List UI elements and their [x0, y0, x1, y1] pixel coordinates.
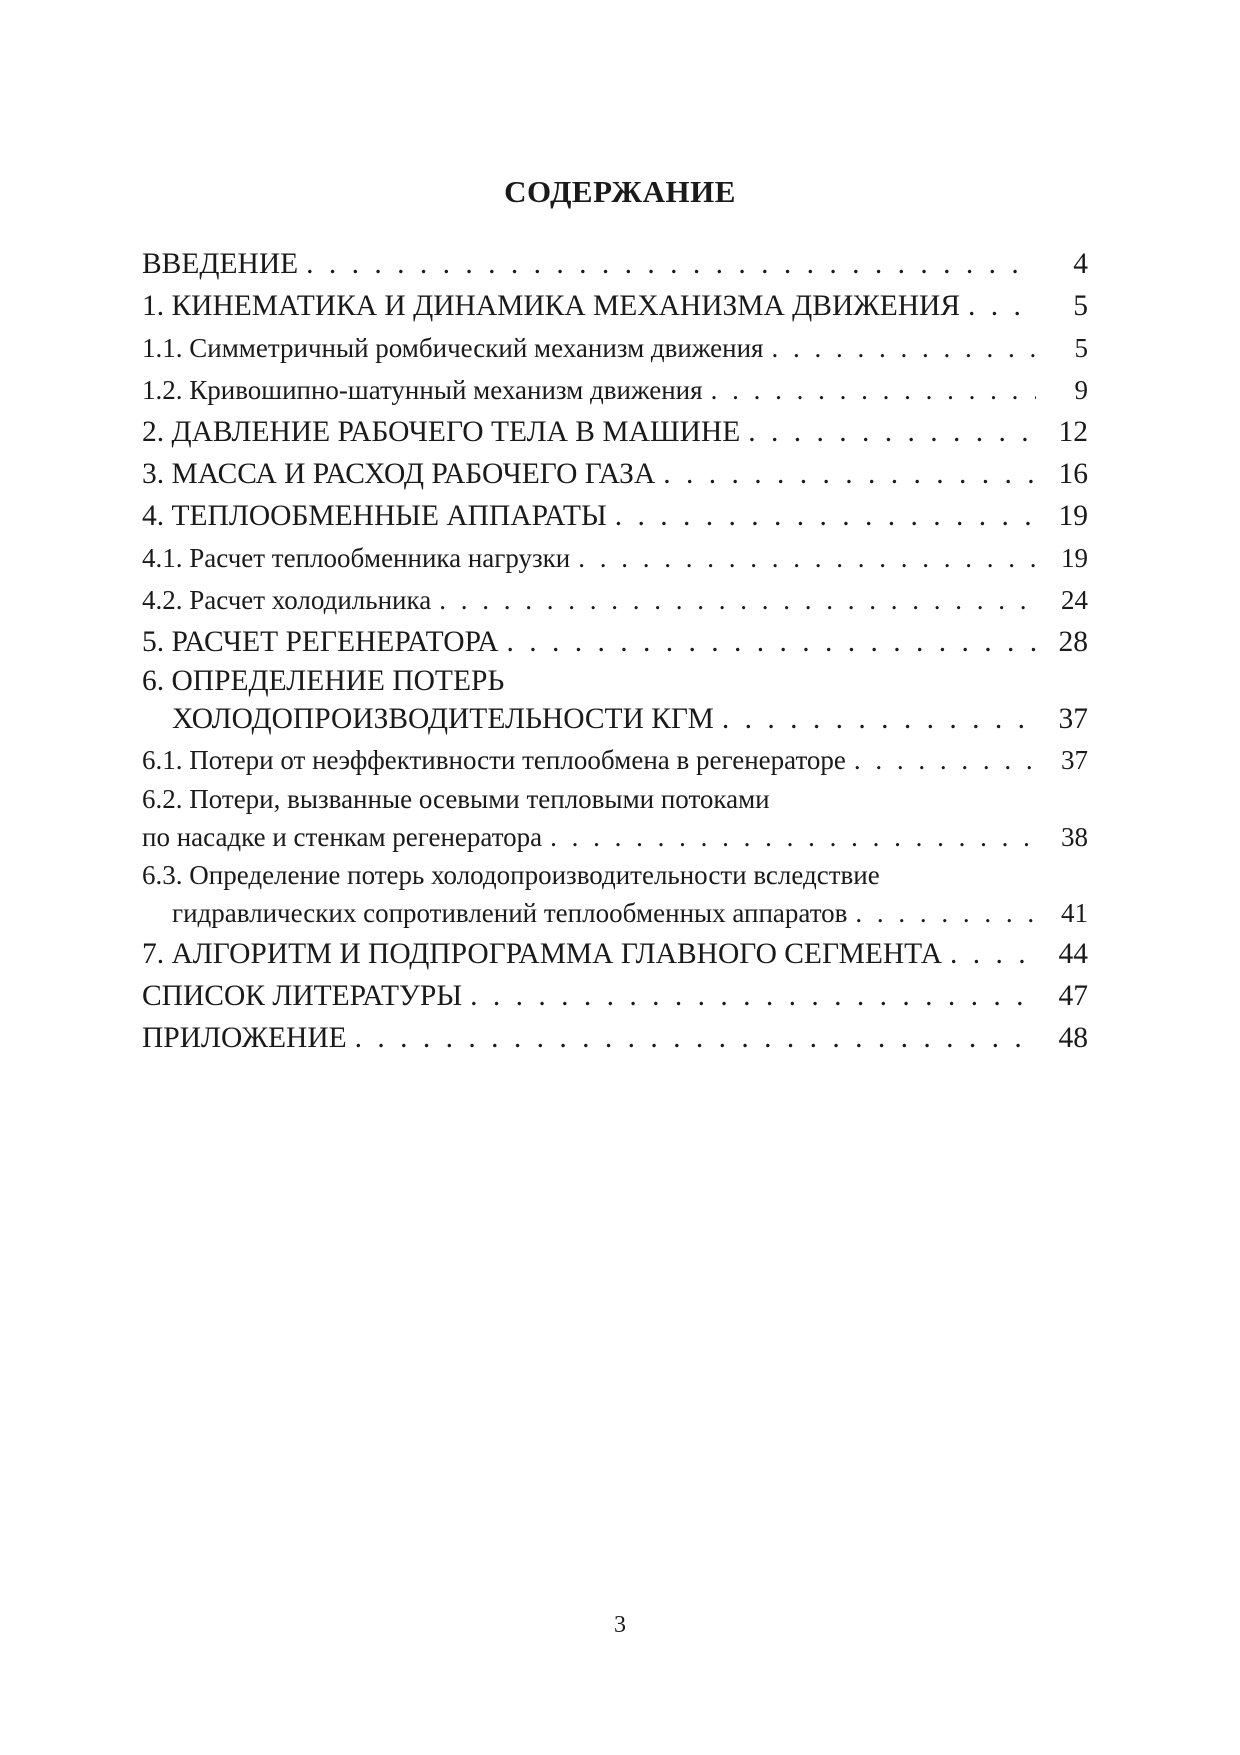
toc-entry-page: 48: [1058, 1022, 1088, 1054]
toc-entry-label: гидравлических сопротивлений теплообменных аппаратов: [172, 898, 848, 928]
toc-entry-label: 1.2. Кривошипно-шатунный механизм движения: [142, 375, 703, 405]
toc-entry-page: 12: [1058, 416, 1088, 448]
toc-entry: [142, 453, 1088, 495]
toc-entry-page: 9: [1074, 375, 1088, 405]
toc-entry-page: 19: [1058, 500, 1088, 532]
toc-entry-page: 37: [1058, 703, 1088, 735]
dot-leader: [711, 369, 1036, 411]
toc-entry-page: 41: [1061, 898, 1088, 928]
toc-entry-page: 38: [1061, 822, 1088, 852]
toc-entry: [142, 621, 1088, 663]
toc-entry-label-line: 6.3. Определение потерь холодопроизводительности вследствие: [142, 860, 880, 890]
toc-entry-label: 2. ДАВЛЕНИЕ РАБОЧЕГО ТЕЛА В МАШИНЕ: [142, 416, 741, 448]
dot-leader: [854, 739, 1036, 781]
toc-entry-page: 37: [1061, 745, 1088, 775]
toc-entry-label: 4.1. Расчет теплообменника нагрузки: [142, 543, 571, 573]
toc-entry-page: 47: [1058, 980, 1088, 1012]
toc-entry: [142, 327, 1088, 369]
toc-entry: [142, 285, 1088, 327]
dot-leader: [748, 411, 1036, 453]
dot-leader: [663, 453, 1036, 495]
page-number: 3: [614, 1612, 626, 1638]
toc-entry: [142, 537, 1088, 579]
dot-leader: [507, 621, 1036, 663]
toc-entry-page: 4: [1073, 248, 1088, 280]
dot-leader: [722, 700, 1036, 739]
dot-leader: [950, 933, 1036, 975]
toc-entry-label-line: 6.2. Потери, вызванные осевыми тепловыми потоками: [142, 784, 770, 814]
toc-entry-page: 5: [1073, 290, 1088, 322]
toc-entry-label: СПИСОК ЛИТЕРАТУРЫ: [142, 980, 463, 1012]
toc-entry-page: 24: [1061, 585, 1088, 615]
toc-entry: [142, 818, 1088, 857]
page-title: СОДЕРЖАНИЕ: [504, 174, 736, 209]
toc-entry-page: 5: [1074, 333, 1088, 363]
toc-entry-label: ВВЕДЕНИЕ: [142, 248, 299, 280]
dot-leader: [855, 894, 1036, 933]
toc-entry-label-line: 6. ОПРЕДЕЛЕНИЕ ПОТЕРЬ: [142, 665, 505, 697]
toc-entry-label: 1. КИНЕМАТИКА И ДИНАМИКА МЕХАНИЗМА ДВИЖЕНИЯ: [142, 290, 961, 322]
dot-leader: [771, 327, 1036, 369]
table-of-contents: [142, 243, 1088, 1059]
toc-entry-page: 16: [1058, 458, 1088, 490]
toc-entry: [142, 411, 1088, 453]
toc-entry: [142, 700, 1088, 739]
toc-entry-label: 3. МАССА И РАСХОД РАБОЧЕГО ГАЗА: [142, 458, 656, 490]
dot-leader: [470, 975, 1036, 1017]
toc-entry: [142, 739, 1088, 781]
toc-entry: [142, 495, 1088, 537]
toc-entry-label: 4.2. Расчет холодильника: [142, 585, 432, 615]
toc-entry: [142, 1017, 1088, 1059]
dot-leader: [968, 285, 1036, 327]
toc-entry-label: 7. АЛГОРИТМ И ПОДПРОГРАММА ГЛАВНОГО СЕГМЕНТА: [142, 938, 943, 970]
toc-entry-page: 44: [1058, 938, 1088, 970]
toc-entry-label: ХОЛОДОПРОИЗВОДИТЕЛЬНОСТИ КГМ: [172, 703, 714, 735]
toc-entry-label: 5. РАСЧЕТ РЕГЕНЕРАТОРА: [142, 626, 499, 658]
toc-entry: [142, 579, 1088, 621]
toc-entry-label: по насадке и стенкам регенератора: [142, 822, 543, 852]
toc-entry: [142, 894, 1088, 933]
toc-entry-page: 19: [1061, 543, 1088, 573]
dot-leader: [578, 537, 1036, 579]
toc-entry: [142, 369, 1088, 411]
toc-entry-label: 4. ТЕПЛООБМЕННЫЕ АППАРАТЫ: [142, 500, 607, 532]
toc-entry: [142, 975, 1088, 1017]
dot-leader: [615, 495, 1036, 537]
toc-entry-label: 6.1. Потери от неэффективности теплообмена в регенераторе: [142, 745, 846, 775]
toc-entry-label: ПРИЛОЖЕНИЕ: [142, 1022, 347, 1054]
dot-leader: [306, 243, 1036, 285]
dot-leader: [355, 1017, 1036, 1059]
toc-entry: [142, 243, 1088, 285]
dot-leader: [439, 579, 1036, 621]
toc-entry-page: 28: [1058, 626, 1088, 658]
toc-entry: [142, 933, 1088, 975]
dot-leader: [550, 818, 1036, 857]
toc-entry-label: 1.1. Симметричный ромбический механизм движения: [142, 333, 764, 363]
